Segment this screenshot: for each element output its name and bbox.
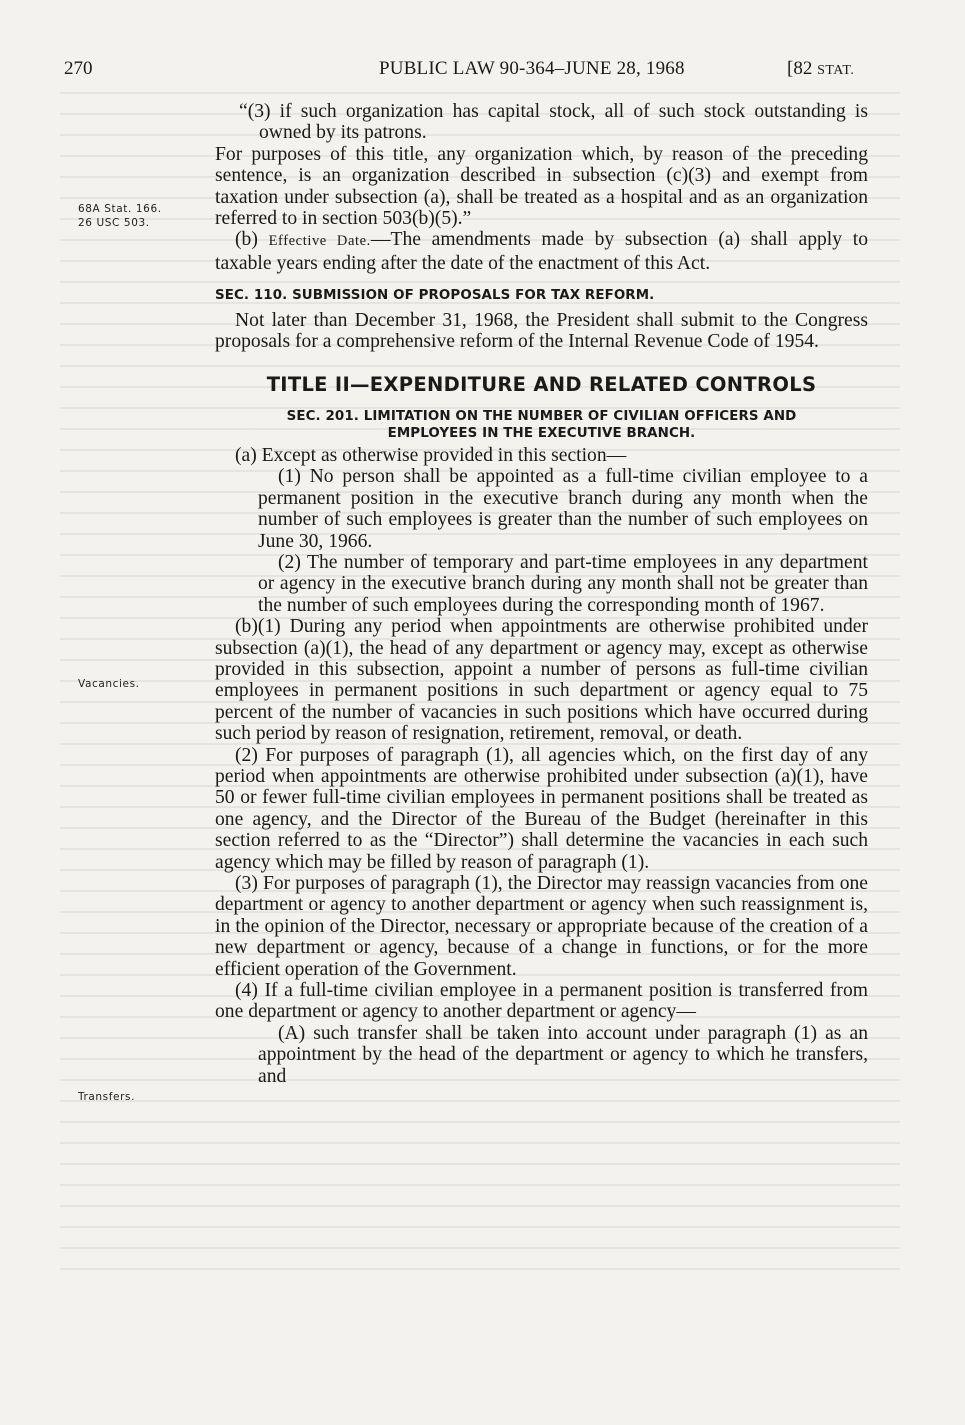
paragraph-b1: (b)(1) During any period when appointments are otherwise prohibited under subsection (a)(1), the head of any department or agency may, except as otherwise provided in this subsection, appoint a number of persons as full-time civilian employees in permanent positions in such department or agency equal to 75 percent of the number of vacancies in such positions which have occurred during such period by reason of resignation, retirement, removal, or death. bbox=[215, 616, 868, 745]
statute-prefix: [82 bbox=[787, 58, 818, 79]
section-201-heading-line2: EMPLOYEES IN THE EXECUTIVE BRANCH. bbox=[387, 425, 696, 441]
paragraph-b4a: (A) such transfer shall be taken into account under paragraph (1) as an appointment by the head of the department or agency to which he transfers, and bbox=[258, 1022, 868, 1087]
subsection-label: (b) bbox=[235, 229, 269, 251]
paragraph-quoted-3: “(3) if such organization has capital stock, all of such stock outstanding is owned by its patrons. bbox=[239, 101, 868, 144]
page-number: 270 bbox=[64, 58, 93, 79]
section-201-heading-line1: SEC. 201. LIMITATION ON THE NUMBER OF CIVILIAN OFFICERS AND bbox=[286, 408, 797, 424]
margin-note-line: 68A Stat. 166. bbox=[78, 203, 162, 215]
section-110-heading: SEC. 110. SUBMISSION OF PROPOSALS FOR TAX REFORM. bbox=[215, 288, 655, 304]
paragraph-purposes: For purposes of this title, any organization which, by reason of the preceding sentence, is an organization described in subsection (c)(3) and exempt from taxation under subsection (a), shall be treated as a hospital and as an organization referred to in section 503(b)(5).” bbox=[215, 143, 868, 230]
paragraph-a2: (2) The number of temporary and part-time employees in any department or agency in the executive branch during any month shall not be greater than the number of such employees during the corresponding month of 1967. bbox=[258, 551, 868, 616]
paragraph-b4: (4) If a full-time civilian employee in a permanent position is transferred from one department or agency to another department or agency— bbox=[215, 980, 868, 1023]
effective-date-caption: Effective Date. bbox=[268, 233, 371, 250]
statute-body bbox=[215, 101, 868, 1087]
effective-date-text: —The amendments made by subsection (a) shall apply to taxable years ending after the date of the enactment of this Act. bbox=[215, 229, 868, 274]
paragraph-effective-date bbox=[215, 229, 868, 274]
paragraph-b2: (2) For purposes of paragraph (1), all agencies which, on the first day of any period when appointments are otherwise prohibited under subsection (a)(1), have 50 or fewer full-time civilian employees in permanent positions shall be treated as one agency, and the Director of the Bureau of the Budget (hereinafter in this section referred to as the “Director”) shall determine the vacancies in each such agency which may be filled by reason of paragraph (1). bbox=[215, 744, 868, 873]
paragraph-b3: (3) For purposes of paragraph (1), the Director may reassign vacancies from one department or agency to another department or agency when such reassignment is, in the opinion of the Director, necessary or appropriate because of the creation of a new department or agency, because of a change in functions, or for the more efficient operation of the Government. bbox=[215, 873, 868, 980]
margin-note-transfers: Transfers. bbox=[78, 1091, 136, 1103]
section-201-heading bbox=[215, 408, 868, 442]
paragraph-a1: (1) No person shall be appointed as a full-time civilian employee to a permanent position in the executive branch during any month when the number of such employees is greater than the number of such employees on June 30, 1966. bbox=[258, 466, 868, 552]
subsection-a-intro: (a) Except as otherwise provided in this section— bbox=[235, 444, 627, 466]
title-ii-heading: TITLE II—EXPENDITURE AND RELATED CONTROLS bbox=[266, 373, 817, 397]
running-title: PUBLIC LAW 90-364–JUNE 28, 1968 bbox=[379, 58, 685, 79]
statute-reference bbox=[787, 58, 854, 80]
margin-note-citation bbox=[78, 202, 162, 230]
margin-note-vacancies: Vacancies. bbox=[78, 678, 140, 690]
running-header bbox=[0, 58, 965, 88]
statute-word: STAT. bbox=[817, 63, 855, 78]
margin-note-line: 26 USC 503. bbox=[78, 217, 150, 229]
section-110-text: Not later than December 31, 1968, the President shall submit to the Congress proposals for a comprehensive reform of the Internal Revenue Code of 1954. bbox=[215, 309, 868, 353]
